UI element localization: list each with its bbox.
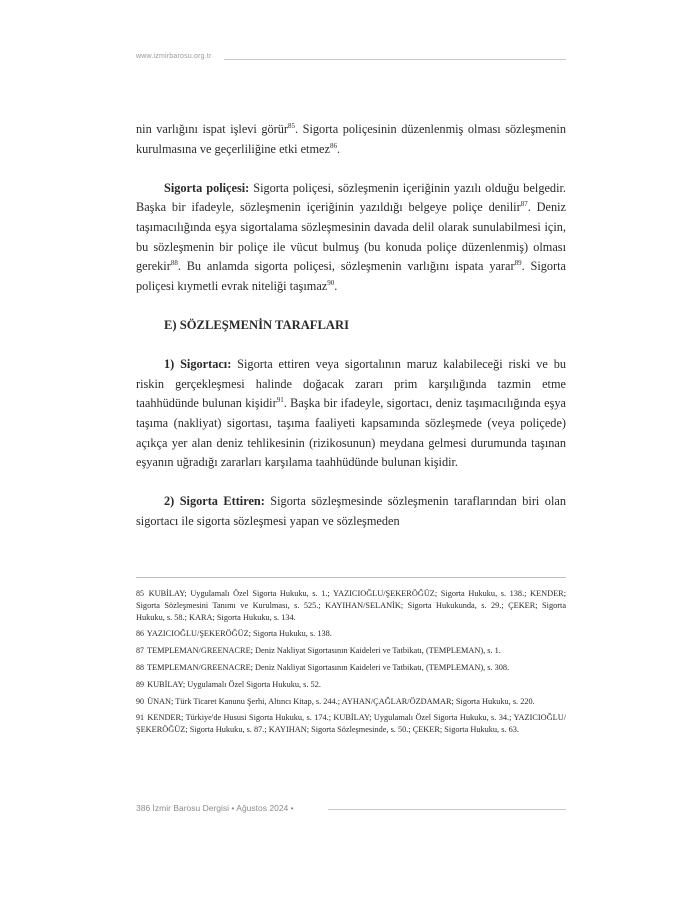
term-sigortaci: 1) Sigortacı: [164,357,232,372]
footnote-ref-85[interactable]: 85 [288,121,296,130]
paragraph-sigorta-policesi: Sigorta poliçesi: Sigorta poliçesi, sözleşmenin içeriğinin yazılı olduğu belgedir. Başka bir ifadeyle, sözleşmenin içeriğinin yazıldığı belgeye poliçe denilir$^{87}$. Deniz taşımacılığında eşya sigortalama sözleşmesinin davada delil olarak sunulabilmesi için, bu sözleşmenin bir poliçe ile vücut bulmuş (bu konuda poliçe düzenlenmiş) olması gerekir$^{88}$. Bu anlamda sigorta poliçesi, sözleşmenin varlığını ispata yarar$^{89}$. Sigorta poliçesi kıymetli evrak niteliği taşımaz$^{90}$. [136,180,567,293]
page-header [136,53,566,67]
footnote-ref-91[interactable]: 91 [276,396,284,405]
footer-rule [328,809,566,810]
footnote-ref-86[interactable]: 86 [329,141,337,150]
footer-text: 386 İzmir Barosu Dergisi • Ağustos 2024 • [136,803,294,813]
footnote-85: 85 KUBİLAY; Uygulamalı Özel Sigorta Hukuku, s. 1.; YAZICIOĞLU/ŞEKERÖĞÜZ; Sigorta Hukuku, s. 138.; KENDER; Sigorta Sözleşmesini Tanımı ve Kurulması, s. 525.; KAYIHAN/SELANİK; Sigorta Hukukunda, s. 29.; ÇEKER; Sigorta Hukuku, s. 58.; KARA; Sigorta Hukuku, s. 134. [136,589,567,622]
footnote-ref-87[interactable]: 87 [520,200,528,209]
footnote-87: 87 TEMPLEMAN/GREENACRE; Deniz Nakliyat Sigortasının Kaideleri ve Tatbikatı, (TEMPLEMAN), s. 1. [136,646,501,656]
paragraph-1: nin varlığını ispat işlevi görür$^{85}$. Sigorta poliçesinin düzenlenmiş olması sözleşmenin kurulmasına ve geçerliliğine etki etmez$^{86}$. [136,121,566,156]
page-footer [136,803,566,817]
footnote-ref-90[interactable]: 90 [327,278,335,287]
footnotes [136,588,566,741]
footnote-88: 88 TEMPLEMAN/GREENACRE; Deniz Nakliyat Sigortasının Kaideleri ve Tatbikatı, (TEMPLEMAN), s. 308. [136,662,510,672]
footnote-separator [136,577,566,578]
paragraph-sigorta-ettiren: 2) Sigorta Ettiren: Sigorta sözleşmesinde sözleşmenin taraflarından biri olan sigortacı ile sigorta sözleşmesi yapan ve sözleşmeden [136,494,566,528]
term-sigorta-ettiren: 2) Sigorta Ettiren: [164,494,265,509]
header-url: www.izmirbarosu.org.tr [136,53,212,60]
paragraph-sigortaci: 1) Sigortacı: Sigorta ettiren veya sigortalının maruz kalabileceği riski ve bu riskin gerçekleşmesi halinde doğacak zararı prim karşılığında tazmin etme taahhüdünde bulunan kişidir$^{91}$. Başka bir ifadeyle, sigortacı, deniz taşımacılığında eşya taşıma (nakliyat) sigortası, taşıma faaliyeti kapsamında sözleşmede (veya poliçede) açıkça yer alan deniz tehlikesinin (rizikosunun) meydana gelmesi durumunda taşınan eşyanın uğradığı zararları karşılama taahhüdünde bulunan kişidir. [136,357,567,470]
header-rule [224,59,566,60]
footnote-ref-88[interactable]: 88 [170,259,178,268]
footnote-91: 91 KENDER; Türkiye'de Hususi Sigorta Hukuku, s. 174.; KUBİLAY; Uygulamalı Özel Sigorta Hukuku, s. 34.; YAZICIOĞLU/ŞEKERÖĞÜZ; Sigorta Hukuku, s. 87.; KAYIHAN; Sigorta Sözleşmesinde, s. 50.; ÇEKER; Sigorta Hukuku, s. 63. [136,713,566,735]
term-sigorta-policesi: Sigorta poliçesi: [164,180,250,195]
footnote-89: 89 KUBİLAY; Uygulamalı Özel Sigorta Hukuku, s. 52. [136,679,321,689]
main-text [136,120,566,531]
footnote-86: 86 YAZICIOĞLU/ŞEKERÖĞÜZ; Sigorta Hukuku, s. 138. [136,629,332,639]
footnote-ref-89[interactable]: 89 [514,259,522,268]
footnote-90: 90 ÜNAN; Türk Ticaret Kanunu Şerhi, Altıncı Kitap, s. 244.; AYHAN/ÇAĞLAR/ÖZDAMAR; Sigorta Hukuku, s. 220. [136,696,535,706]
section-heading: E) SÖZLEŞMENİN TARAFLARI [164,317,349,332]
